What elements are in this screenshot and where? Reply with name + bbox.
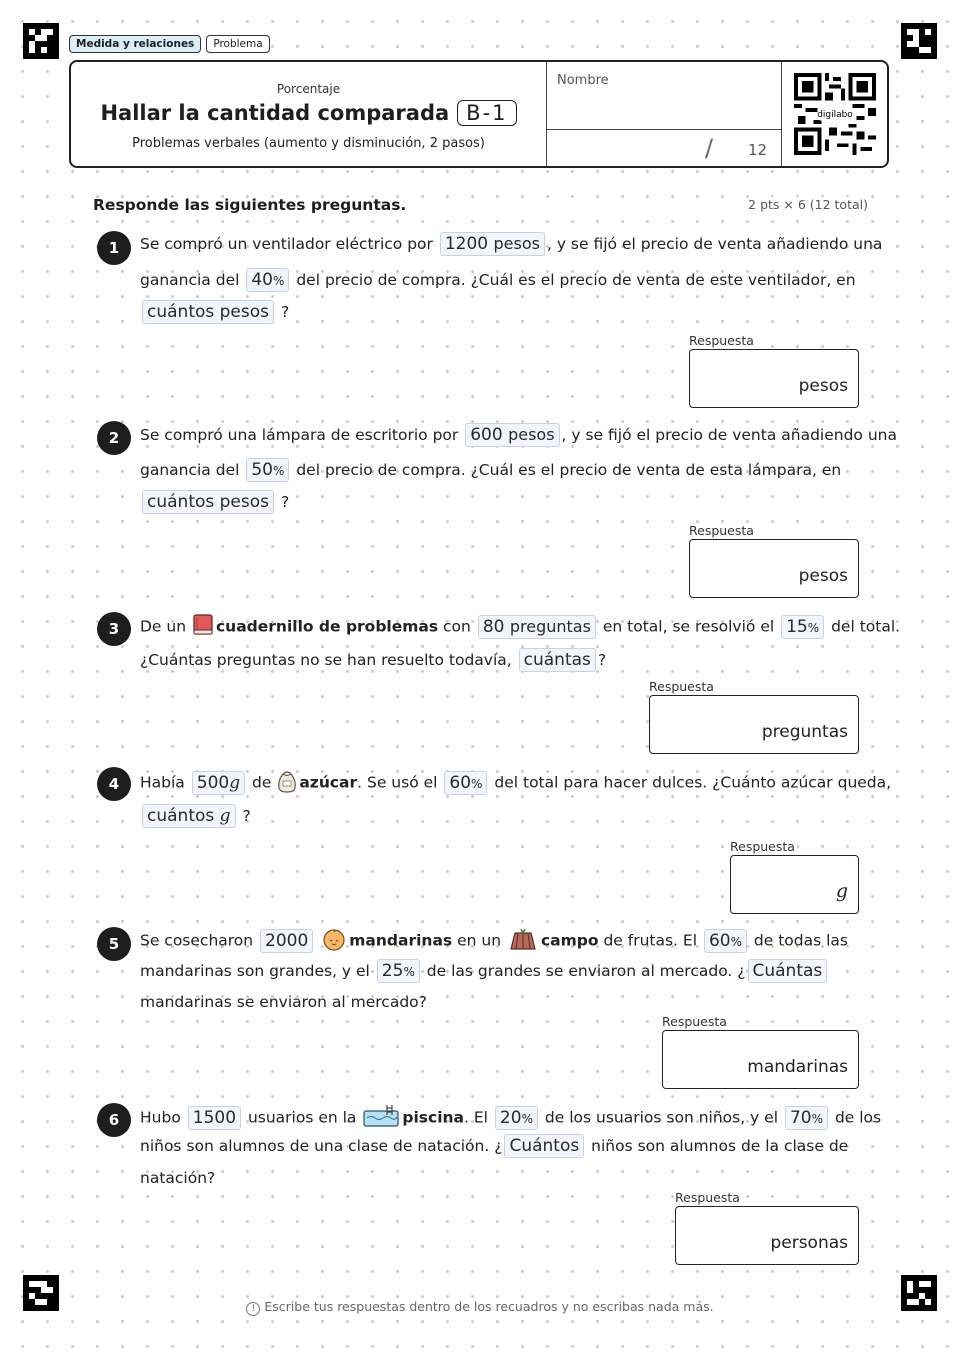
- q3-answer-box[interactable]: [649, 695, 859, 754]
- q5-percent-box-1: 60%: [704, 929, 747, 953]
- q6-ask-box: Cuántos: [504, 1134, 584, 1158]
- q6-percent-box-2: 70%: [785, 1106, 828, 1130]
- q2-answer-label: Respuesta: [689, 523, 754, 538]
- question-number-2: 2: [97, 421, 131, 455]
- qr-code: [781, 62, 888, 166]
- q2-ask-box: cuántos pesos: [142, 490, 274, 514]
- q5-answer-label: Respuesta: [662, 1014, 727, 1029]
- worksheet-header: [69, 60, 889, 168]
- footer-note: [0, 1299, 960, 1316]
- q4-percent-box: 60%: [444, 771, 487, 795]
- q6-line-1: Hubo 1500 usuarios en la piscina. El 20% de los usuarios son niños, y el 70% de los: [140, 1103, 881, 1133]
- q5-percent-box-2: 25%: [377, 959, 420, 983]
- q5-line-2: mandarinas son grandes, y el 25% de las grandes se enviaron al mercado. ¿ Cuántas: [140, 959, 829, 983]
- q6-answer-label: Respuesta: [675, 1190, 740, 1205]
- q3-percent-box: 15%: [781, 615, 824, 639]
- q4-amount-box: 500g: [192, 771, 245, 795]
- q4-answer-unit: g: [835, 880, 848, 902]
- q6-line-2: niños son alumnos de una clase de natación. ¿ Cuántos niños son alumnos de la clase de: [140, 1136, 849, 1156]
- q5-line-3: mandarinas se enviaron al mercado?: [140, 993, 427, 1011]
- score-field[interactable]: [547, 129, 782, 167]
- q6-line-3: natación?: [140, 1169, 216, 1187]
- q3-line-2: ¿Cuántas preguntas no se han resuelto todavía, cuántas ?: [140, 650, 607, 670]
- q2-answer-unit: pesos: [798, 566, 848, 586]
- tag-bar: [69, 35, 270, 53]
- qr-code-icon: [794, 73, 876, 155]
- q1-line-2: ganancia del 40% del precio de compra. ¿Cuál es el precio de venta de este ventilador, en: [140, 270, 856, 290]
- q2-line-1: Se compró una lámpara de escritorio por 600 pesos , y se fijó el precio de venta añadiendo una: [140, 425, 897, 445]
- pool-icon: [361, 1103, 401, 1133]
- title-block: [71, 62, 546, 166]
- q5-count-box: 2000: [260, 929, 313, 953]
- q2-percent-box: 50%: [246, 458, 289, 482]
- q4-ask-box: cuántos g: [142, 804, 236, 828]
- q5-line-1: Se cosecharon 2000 mandarinas en un campo de frutas. El 60% de todas las: [140, 927, 848, 955]
- name-label: Nombre: [557, 73, 609, 88]
- subtitle: Problemas verbales (aumento y disminución, 2 pasos): [132, 136, 485, 151]
- notebook-icon: [191, 613, 215, 641]
- category-tag: Medida y relaciones: [69, 35, 201, 53]
- q4-line-1: Había 500g de azúcar. Se usó el 60% del total para hacer dulces. ¿Cuánto azúcar queda,: [140, 768, 891, 798]
- question-number-4: 4: [97, 767, 131, 801]
- q6-answer-unit: personas: [770, 1233, 848, 1253]
- score-slash: /: [705, 134, 714, 162]
- q1-answer-label: Respuesta: [689, 333, 754, 348]
- corner-marker-top-right: [901, 23, 937, 59]
- q1-ask-box: cuántos pesos: [142, 300, 274, 324]
- q6-count-box: 1500: [188, 1106, 241, 1130]
- qr-label: digilabo: [817, 110, 853, 121]
- q3-ask-box: cuántas: [519, 648, 596, 672]
- footer-text: Escribe tus respuestas dentro de los recuadros y no escribas nada más.: [264, 1299, 714, 1314]
- q4-answer-box[interactable]: [730, 855, 859, 914]
- q1-answer-unit: pesos: [798, 376, 848, 396]
- q2-line-2: ganancia del 50% del precio de compra. ¿Cuál es el precio de venta de esta lámpara, en: [140, 460, 842, 480]
- points-info: 2 pts × 6 (12 total): [748, 197, 868, 212]
- q1-price-box: 1200 pesos: [440, 232, 545, 256]
- warning-icon: !: [246, 1302, 260, 1316]
- q5-ask-box: Cuántas: [748, 959, 828, 983]
- q3-answer-label: Respuesta: [649, 679, 714, 694]
- topic-label: Porcentaje: [276, 82, 341, 96]
- q3-line-1: De un cuadernillo de problemas con 80 preguntas en total, se resolvió el 15% del total.: [140, 613, 900, 641]
- worksheet-code: B-1: [457, 100, 516, 126]
- title-text: Hallar la cantidad comparada: [100, 101, 450, 125]
- q5-answer-box[interactable]: [662, 1030, 859, 1089]
- q4-answer-label: Respuesta: [730, 839, 795, 854]
- q3-total-box: 80 preguntas: [478, 615, 596, 639]
- score-total: 12: [748, 141, 768, 159]
- q4-line-2: cuántos g ?: [140, 804, 251, 828]
- tangerine-icon: [320, 927, 348, 955]
- page-title: [71, 100, 546, 126]
- q1-line-1: Se compró un ventilador eléctrico por 1200 pesos , y se fijó el precio de venta añadiendo una: [140, 234, 883, 254]
- q2-price-box: 600 pesos: [465, 423, 559, 447]
- q2-line-3: cuántos pesos ?: [140, 490, 289, 514]
- q6-answer-box[interactable]: [675, 1206, 859, 1265]
- q3-answer-unit: preguntas: [761, 722, 848, 742]
- question-number-3: 3: [97, 612, 131, 646]
- instructions: Responde las siguientes preguntas.: [93, 196, 407, 214]
- question-number-1: 1: [97, 231, 131, 265]
- field-icon: [506, 927, 540, 955]
- corner-marker-top-left: [23, 23, 59, 59]
- q1-line-3: cuántos pesos ?: [140, 300, 289, 324]
- question-number-5: 5: [97, 927, 131, 961]
- type-tag: Problema: [206, 35, 269, 53]
- question-number-6: 6: [97, 1103, 131, 1137]
- q1-answer-box[interactable]: [689, 349, 859, 408]
- sugar-bag-icon: [276, 768, 298, 798]
- q5-answer-unit: mandarinas: [747, 1057, 848, 1077]
- name-field[interactable]: [546, 62, 782, 166]
- q2-answer-box[interactable]: [689, 539, 859, 598]
- q1-percent-box: 40%: [246, 268, 289, 292]
- q6-percent-box-1: 20%: [495, 1106, 538, 1130]
